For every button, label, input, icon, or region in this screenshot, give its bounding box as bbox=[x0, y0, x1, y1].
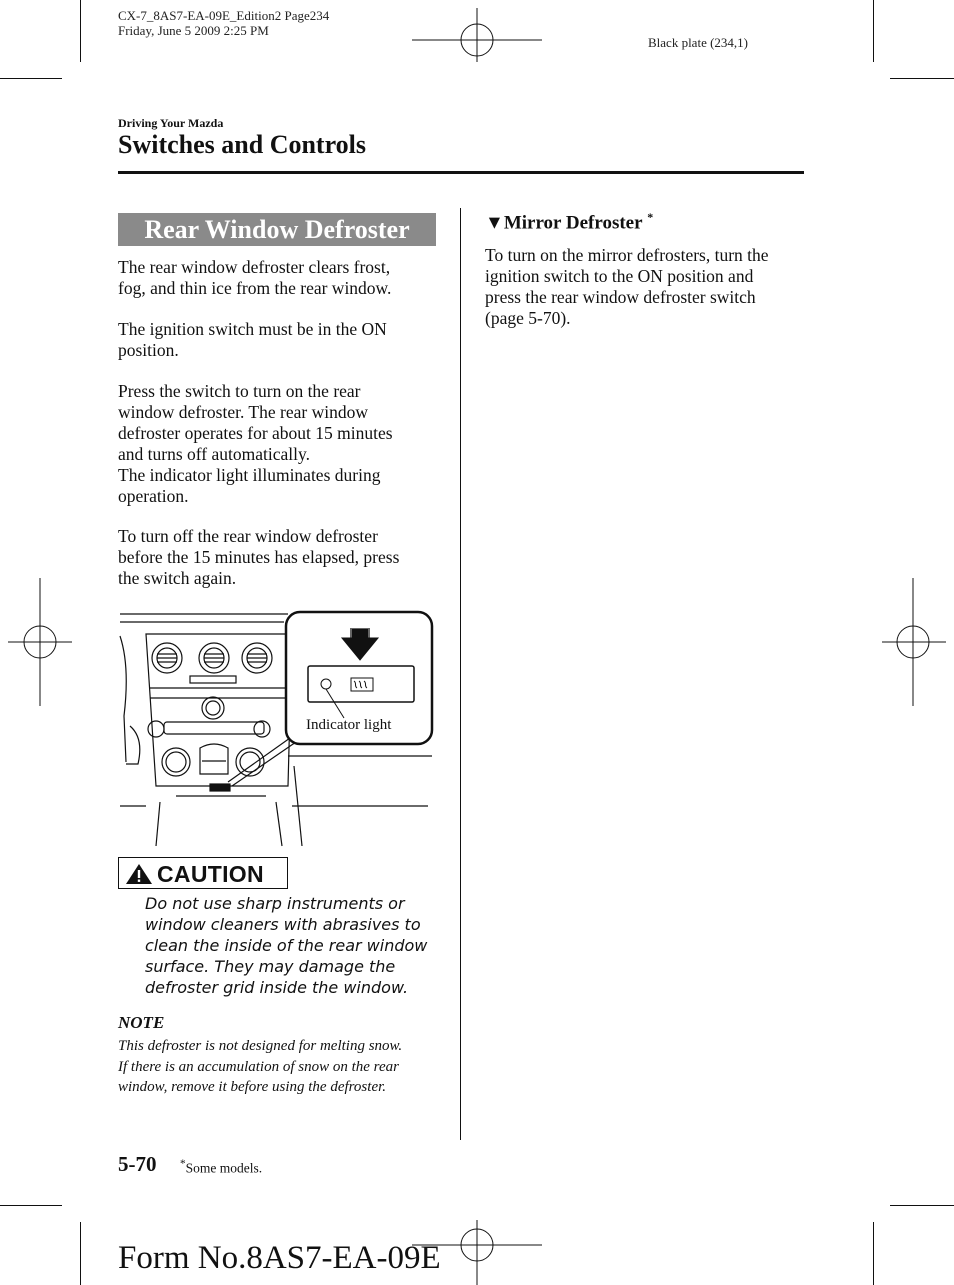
paragraph-4 bbox=[118, 526, 438, 589]
text-line: Do not use sharp instruments or bbox=[145, 894, 405, 913]
paragraph-1 bbox=[118, 257, 438, 299]
warning-triangle-icon bbox=[125, 863, 153, 885]
text-line: Press the switch to turn on the rear bbox=[118, 381, 361, 401]
text-line: press the rear window defroster switch bbox=[485, 287, 756, 307]
text-line: The rear window defroster clears frost, bbox=[118, 257, 391, 277]
text-line: position. bbox=[118, 340, 179, 360]
column-divider bbox=[460, 208, 461, 1140]
mirror-paragraph bbox=[485, 245, 805, 329]
footnote-asterisk: * bbox=[180, 1158, 186, 1170]
text-line: window cleaners with abrasives to bbox=[145, 915, 421, 934]
text-line: This defroster is not designed for melting snow. bbox=[118, 1038, 403, 1054]
text-line: ignition switch to the ON position and bbox=[485, 266, 754, 286]
text-line: and turns off automatically. bbox=[118, 444, 310, 464]
text-line: The indicator light illuminates during bbox=[118, 465, 381, 485]
subsection-heading bbox=[485, 210, 653, 234]
page-title: Switches and Controls bbox=[118, 130, 367, 159]
text-line: defroster operates for about 15 minutes bbox=[118, 423, 393, 443]
rear-defroster-icon bbox=[351, 678, 373, 691]
note-title: NOTE bbox=[118, 1013, 165, 1032]
text-line: clean the inside of the rear window bbox=[145, 936, 428, 955]
slug-file-info bbox=[118, 8, 329, 38]
slug-line-2: Friday, June 5 2009 2:25 PM bbox=[118, 23, 269, 38]
paragraph-2 bbox=[118, 319, 438, 361]
text-line: before the 15 minutes has elapsed, press bbox=[118, 547, 400, 567]
section-heading: Rear Window Defroster bbox=[118, 213, 436, 246]
asterisk-mark: * bbox=[647, 210, 654, 224]
caution-label: CAUTION bbox=[157, 861, 264, 887]
slug-line-1: CX-7_8AS7-EA-09E_Edition2 Page234 bbox=[118, 8, 330, 23]
form-number: Form No.8AS7-EA-09E bbox=[118, 1240, 441, 1276]
caution-text bbox=[145, 893, 445, 998]
text-line: To turn off the rear window defroster bbox=[118, 526, 378, 546]
text-line: defroster grid inside the window. bbox=[145, 978, 409, 997]
header-rule bbox=[118, 171, 804, 174]
text-line: (page 5-70). bbox=[485, 308, 571, 328]
section-label: Driving Your Mazda bbox=[118, 116, 224, 130]
text-line: The ignition switch must be in the ON bbox=[118, 319, 387, 339]
text-line: If there is an accumulation of snow on the rear bbox=[118, 1058, 399, 1075]
text-line: window defroster. The rear window bbox=[118, 402, 368, 422]
text-line: window, remove it before using the defroster. bbox=[118, 1079, 387, 1095]
footnote bbox=[180, 1158, 262, 1177]
note-text bbox=[118, 1036, 402, 1098]
slug-plate: Black plate (234,1) bbox=[648, 35, 748, 50]
text-line: operation. bbox=[118, 486, 189, 506]
callout-label-indicator: Indicator light bbox=[306, 717, 392, 733]
text-line: the switch again. bbox=[118, 568, 237, 588]
triangle-marker-icon: ▼ bbox=[485, 212, 504, 234]
caution-box bbox=[118, 857, 288, 889]
subsection-title: Mirror Defroster bbox=[503, 212, 643, 234]
footnote-text: Some models. bbox=[185, 1160, 263, 1176]
page-number: 5-70 bbox=[118, 1152, 157, 1176]
text-line: fog, and thin ice from the rear window. bbox=[118, 278, 392, 298]
text-line: surface. They may damage the bbox=[145, 957, 396, 976]
paragraph-3 bbox=[118, 381, 438, 507]
text-line: To turn on the mirror defrosters, turn the bbox=[485, 245, 769, 265]
